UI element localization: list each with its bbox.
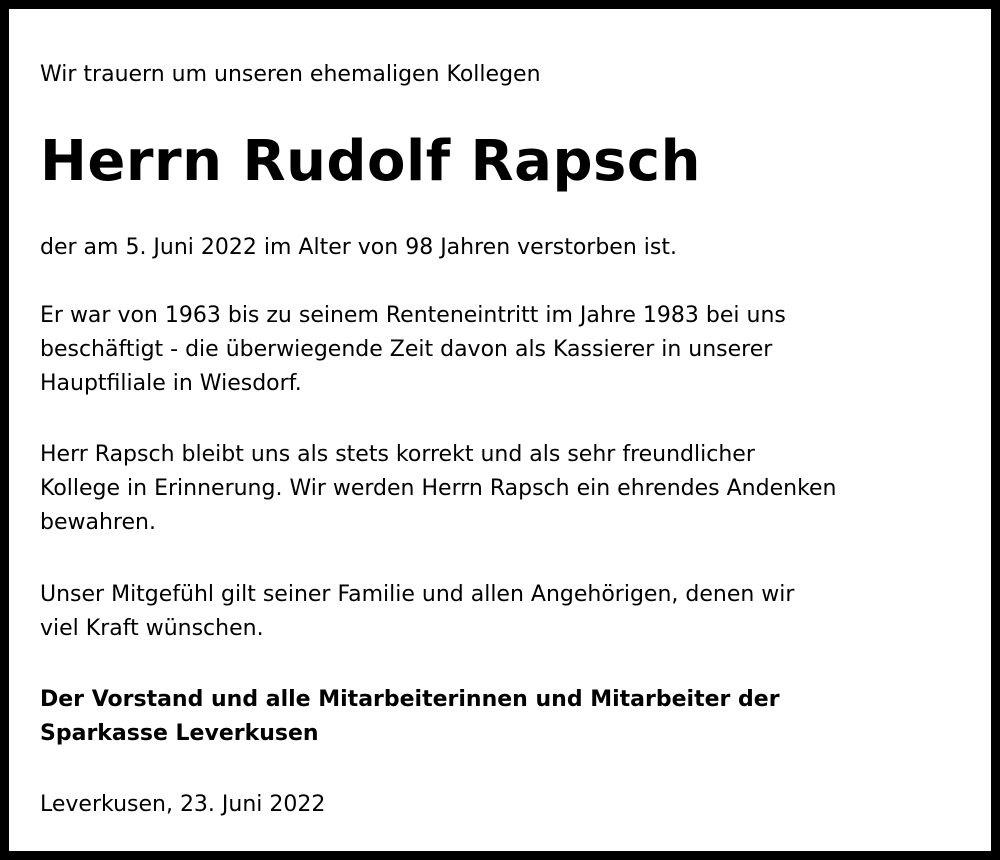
condolence-line: viel Kraft wünschen. [40,616,264,641]
death-line: der am 5. Juni 2022 im Alter von 98 Jahren verstorben ist. [40,235,677,260]
signature-line: Der Vorstand und alle Mitarbeiterinnen und Mitarbeiter der [40,687,780,712]
memory-line: Herr Rapsch bleibt uns als stets korrekt und als sehr freundlicher [40,442,755,467]
condolence-paragraph [40,578,794,646]
career-line: Er war von 1963 bis zu seinem Renteneintritt im Jahre 1983 bei uns [40,303,786,328]
place-date: Leverkusen, 23. Juni 2022 [40,792,326,817]
signature-line: Sparkasse Leverkusen [40,721,319,746]
memory-line: bewahren. [40,510,156,535]
deceased-name: Herrn Rudolf Rapsch [40,129,701,194]
career-line: Hauptfiliale in Wiesdorf. [40,371,302,396]
death-info [40,231,677,265]
condolence-line: Unser Mitgefühl gilt seiner Familie und allen Angehörigen, denen wir [40,582,795,607]
memory-line: Kollege in Erinnerung. Wir werden Herrn Rapsch ein ehrendes Andenken [40,476,837,501]
career-line: beschäftigt - die überwiegende Zeit davon als Kassierer in unserer [40,337,773,362]
career-paragraph [40,299,786,401]
memory-paragraph [40,438,837,540]
signature-block [40,683,780,751]
intro-line: Wir trauern um unseren ehemaligen Kollegen [40,62,541,87]
